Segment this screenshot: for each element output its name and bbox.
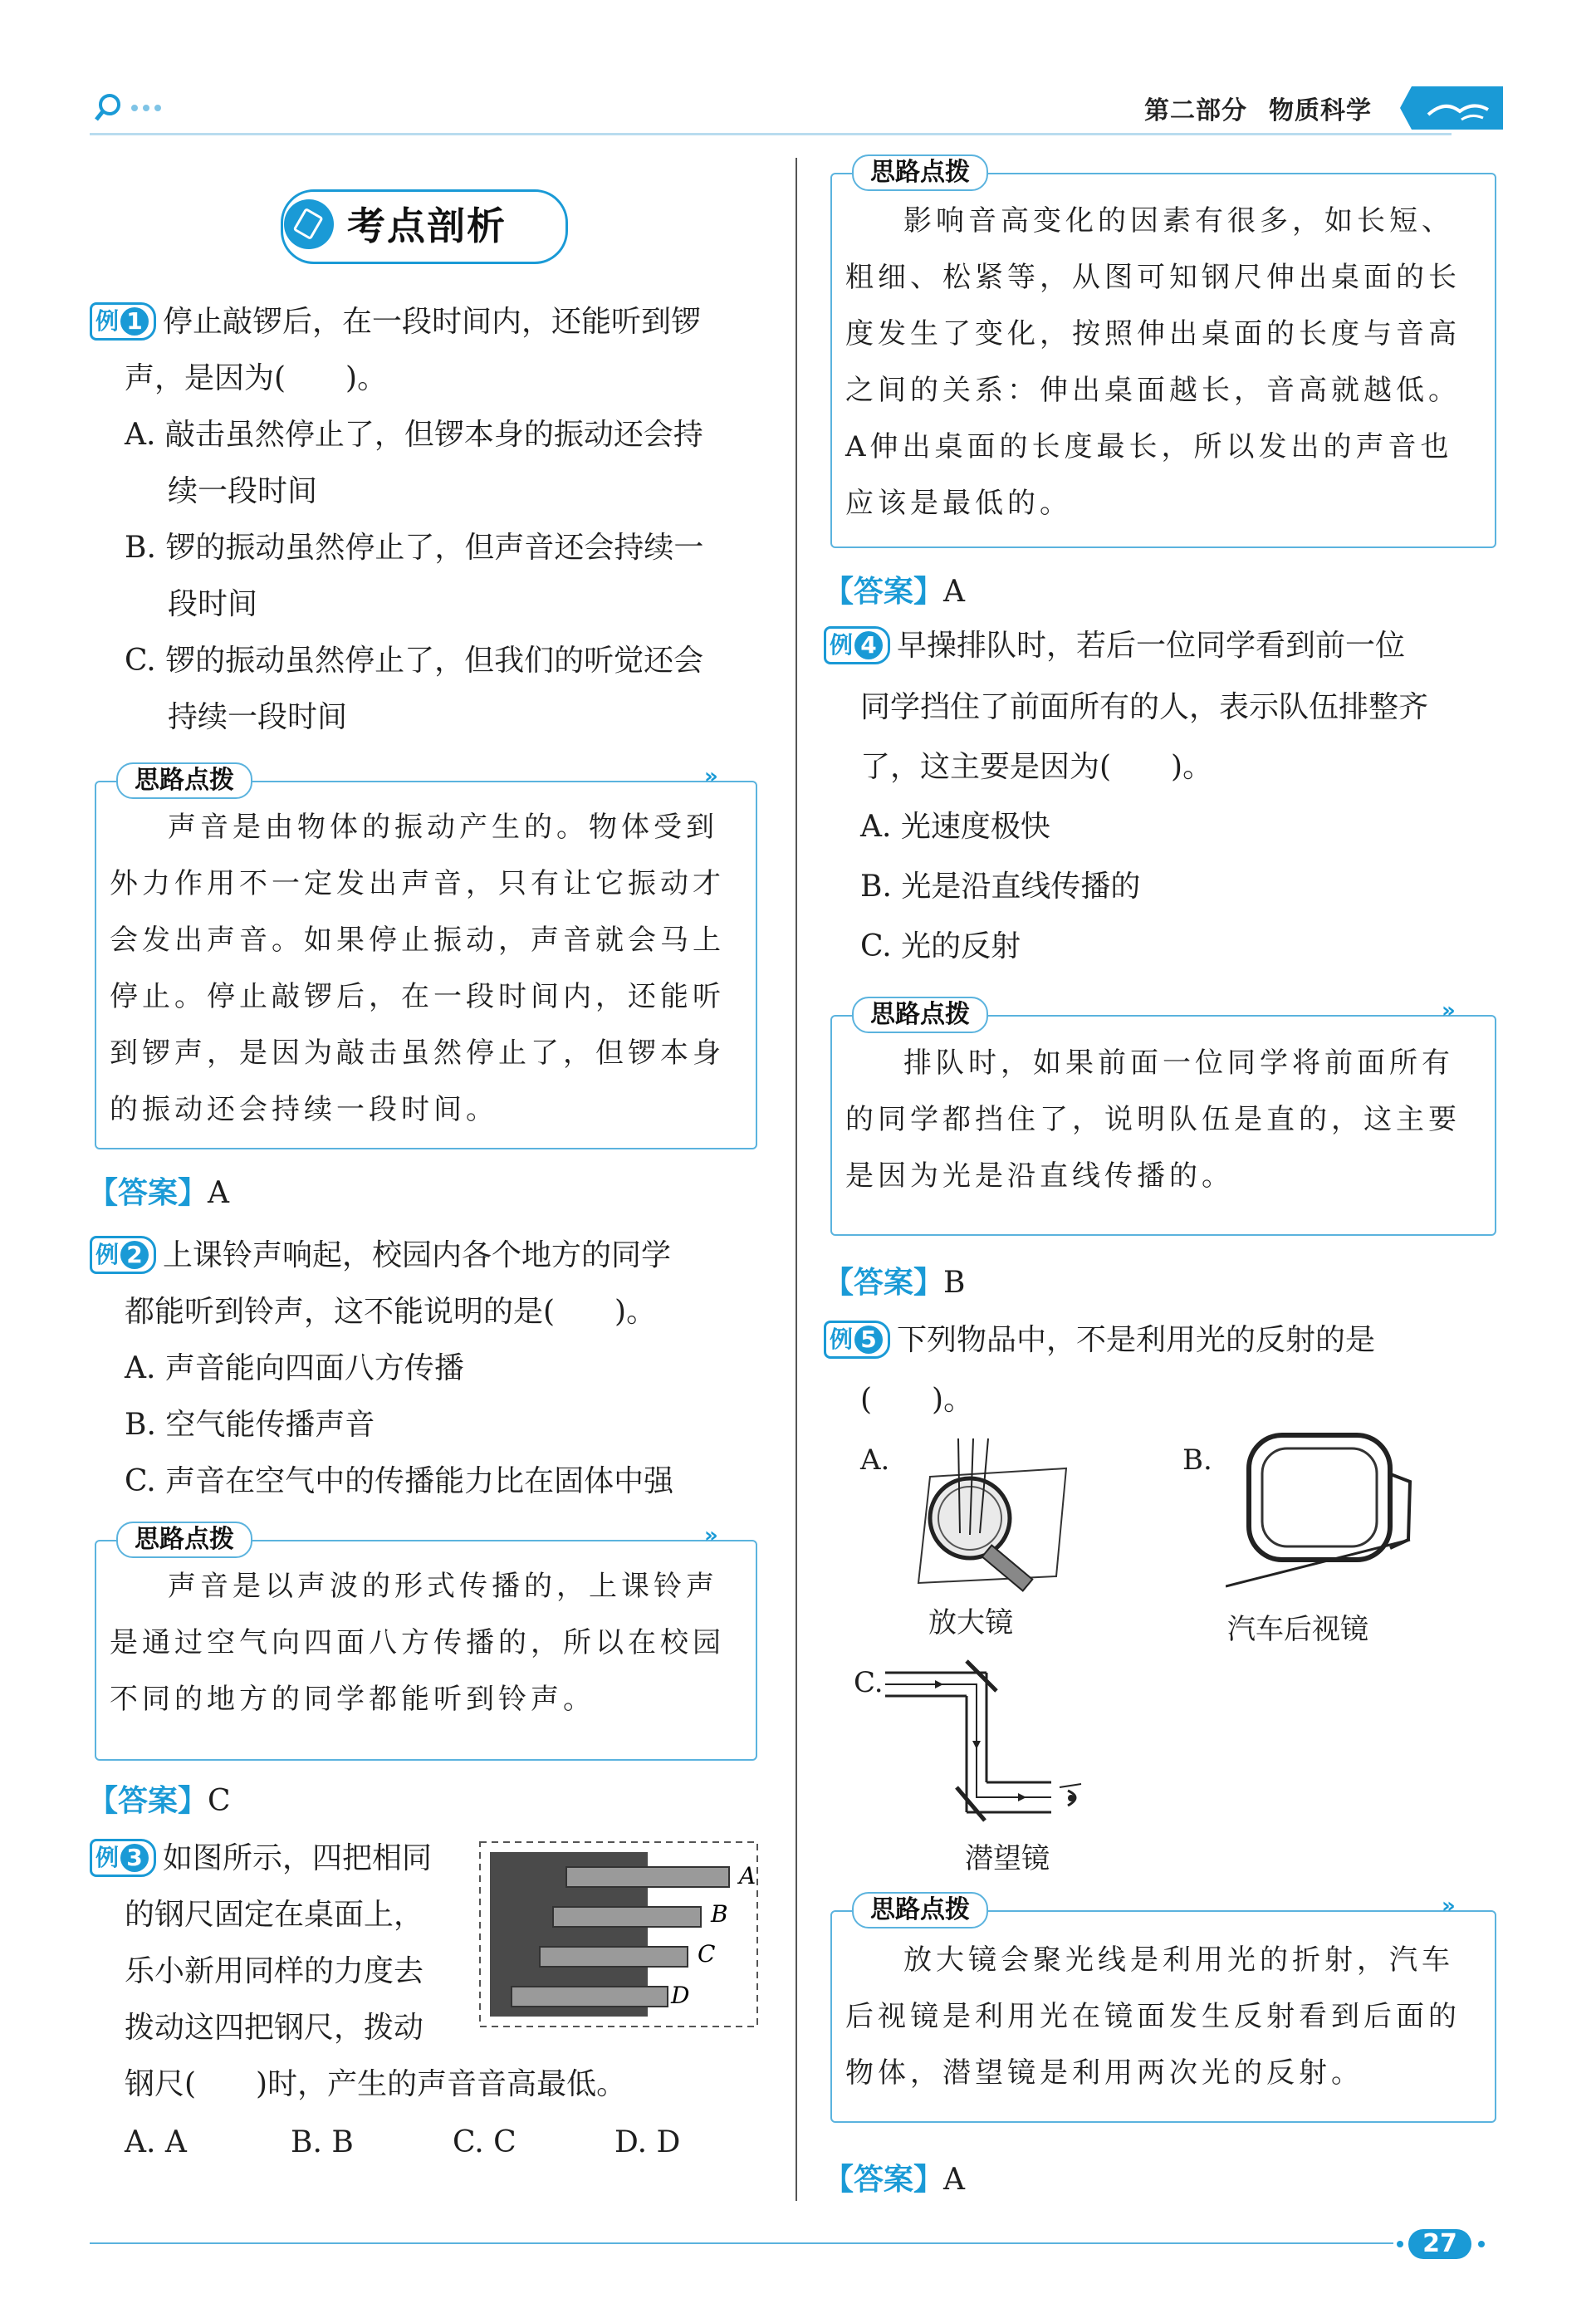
ex3-option-a: A. A — [125, 2125, 187, 2159]
ruler-c — [540, 1947, 688, 1967]
ex2-option-a: A. 声音能向四面八方传播 — [125, 1351, 464, 1385]
ex3-stem-line4: 拨动这四把钢尺，拨动 — [125, 2011, 424, 2045]
ex1-answer: 【答案】A — [88, 1176, 230, 1210]
ex4-stem-line2: 同学挡住了前面所有的人，表示队伍排整齐 — [860, 690, 1429, 724]
ex1-option-c-cont: 持续一段时间 — [168, 700, 348, 734]
ruler-label-b: B — [711, 1900, 728, 1928]
bird-icon — [1412, 86, 1503, 130]
ex3-stem-line2: 的钢尺固定在桌面上， — [125, 1898, 424, 1932]
ex1-option-c: C. 锣的振动虽然停止了，但我们的听觉还会 — [125, 644, 704, 678]
ex3-answer: 【答案】A — [824, 575, 966, 609]
footer-dot-right — [1478, 2241, 1485, 2247]
ex5-hint-label: 思路点拨 — [852, 1892, 988, 1928]
ex4-stem-line3: 了，这主要是因为( )。 — [860, 750, 1213, 784]
header-rule — [90, 133, 1452, 135]
ex1-stem-line2: 声，是因为( )。 — [125, 361, 388, 395]
ex2-option-c: C. 声音在空气中的传播能力比在固体中强 — [125, 1464, 674, 1498]
magnifier-figure — [893, 1435, 1076, 1593]
example-tag: 例 4 — [824, 626, 890, 664]
fig-a-caption: 放大镜 — [928, 1606, 1013, 1639]
ex2-hint-text: 声音是以声波的形式传播的，上课铃声是通过空气向四面八方传播的，所以在校园不同的地方的同学都能听到铃声。 — [110, 1570, 725, 1716]
rearview-mirror-figure — [1226, 1424, 1417, 1590]
ex2-stem-line2: 都能听到铃声，这不能说明的是( )。 — [125, 1295, 657, 1329]
example-tag: 例 5 — [824, 1321, 890, 1359]
ex5-stem-line1: 例 5 下列物品中，不是利用光的反射的是 — [824, 1312, 1375, 1369]
ex3-hint-text: 影响音高变化的因素有很多，如长短、粗细、松紧等，从图可知钢尺伸出桌面的长度发生了变化，按照伸出桌面的长度与音高之间的关系：伸出桌面越长，音高就越低。A伸出桌面的长度最长，所以发出的声音也应该是最低的。 — [845, 204, 1461, 520]
fig-b-letter: B. — [1182, 1443, 1212, 1477]
double-chevron-icon: » — [704, 764, 718, 789]
ex3-hint-label: 思路点拨 — [852, 154, 988, 191]
ex4-option-a: A. 光速度极快 — [860, 810, 1050, 844]
ruler-label-c: C — [698, 1940, 716, 1968]
ruler-a — [566, 1867, 729, 1887]
ruler-b — [553, 1907, 701, 1927]
ex3-option-c: C. C — [453, 2125, 516, 2159]
double-chevron-icon: » — [1442, 998, 1456, 1023]
ex2-option-b: B. 空气能传播声音 — [125, 1408, 375, 1442]
page-number: 27 — [1408, 2229, 1471, 2259]
example-tag: 例 2 — [90, 1236, 156, 1274]
ex3-ruler-figure — [478, 1840, 759, 2028]
ex1-option-b-cont: 段时间 — [168, 587, 258, 621]
ex4-option-b: B. 光是沿直线传播的 — [860, 870, 1141, 904]
double-chevron-icon: » — [704, 1523, 718, 1548]
ruler-label-a: A — [739, 1862, 756, 1889]
ex4-hint-text: 排队时，如果前面一位同学将前面所有的同学都挡住了，说明队伍是直的，这主要是因为光是沿直线传播的。 — [845, 1046, 1461, 1193]
footer-dot-left — [1397, 2241, 1403, 2247]
ex3-stem-line1: 例 3 如图所示，四把相同 — [90, 1830, 432, 1887]
ex4-stem-line1: 例 4 早操排队时，若后一位同学看到前一位 — [824, 618, 1405, 674]
ex4-answer: 【答案】B — [824, 1266, 966, 1300]
periscope-figure — [885, 1658, 1151, 1832]
example-tag: 例 1 — [90, 302, 156, 341]
ex3-option-d: D. D — [614, 2125, 681, 2159]
ex2-answer: 【答案】C — [88, 1784, 231, 1818]
ex5-stem-line2: ( )。 — [860, 1383, 974, 1417]
ex3-stem-line3: 乐小新用同样的力度去 — [125, 1954, 424, 1988]
ex5-answer: 【答案】A — [824, 2163, 966, 2197]
column-divider — [796, 158, 797, 2201]
ex3-option-b: B. B — [291, 2125, 354, 2159]
ex3-stem-line5: 钢尺( )时，产生的声音音高最低。 — [125, 2067, 627, 2101]
ex1-option-a-cont: 续一段时间 — [168, 474, 318, 508]
ex1-hint-label: 思路点拨 — [116, 762, 252, 799]
ex1-hint-text: 声音是由物体的振动产生的。物体受到外力作用不一定发出声音，只有让它振动才会发出声音。如果停止振动，声音就会马上停止。停止敲锣后，在一段时间内，还能听到锣声，是因为敲击虽然停止了，但锣本身的振动还会持续一段时间。 — [110, 811, 725, 1126]
fig-a-letter: A. — [860, 1443, 890, 1477]
pencil-icon — [284, 199, 334, 249]
ex1-option-a: A. 敲击虽然停止了，但锣本身的振动还会持 — [125, 418, 703, 452]
ruler-label-d: D — [671, 1982, 690, 2009]
ex4-hint-label: 思路点拨 — [852, 997, 988, 1033]
example-tag: 例 3 — [90, 1839, 156, 1877]
fig-b-caption: 汽车后视镜 — [1227, 1613, 1368, 1646]
ex1-option-b: B. 锣的振动虽然停止了，但声音还会持续一 — [125, 531, 704, 565]
section-title: 考点剖析 — [347, 203, 507, 248]
ruler-d — [512, 1987, 668, 2007]
header-part: 第二部分 — [1144, 96, 1247, 125]
ex2-hint-label: 思路点拨 — [116, 1522, 252, 1558]
ex2-stem-line1: 例 2 上课铃声响起，校园内各个地方的同学 — [90, 1228, 671, 1284]
ex4-option-c: C. 光的反射 — [860, 929, 1021, 963]
search-icon — [93, 90, 184, 126]
double-chevron-icon: » — [1442, 1894, 1456, 1919]
ex1-stem-line1: 例 1 停止敲锣后，在一段时间内，还能听到锣 — [90, 294, 701, 350]
fig-c-caption: 潜望镜 — [965, 1842, 1050, 1875]
footer-rule — [90, 2242, 1393, 2244]
header-bird-flag — [1412, 86, 1503, 130]
header-subject: 物质科学 — [1269, 96, 1372, 125]
header-section — [1144, 90, 1393, 126]
ex5-hint-text: 放大镜会聚光线是利用光的折射，汽车后视镜是利用光在镜面发生反射看到后面的物体，潜望镜是利用两次光的反射。 — [845, 1943, 1461, 2090]
fig-c-letter: C. — [854, 1666, 884, 1699]
